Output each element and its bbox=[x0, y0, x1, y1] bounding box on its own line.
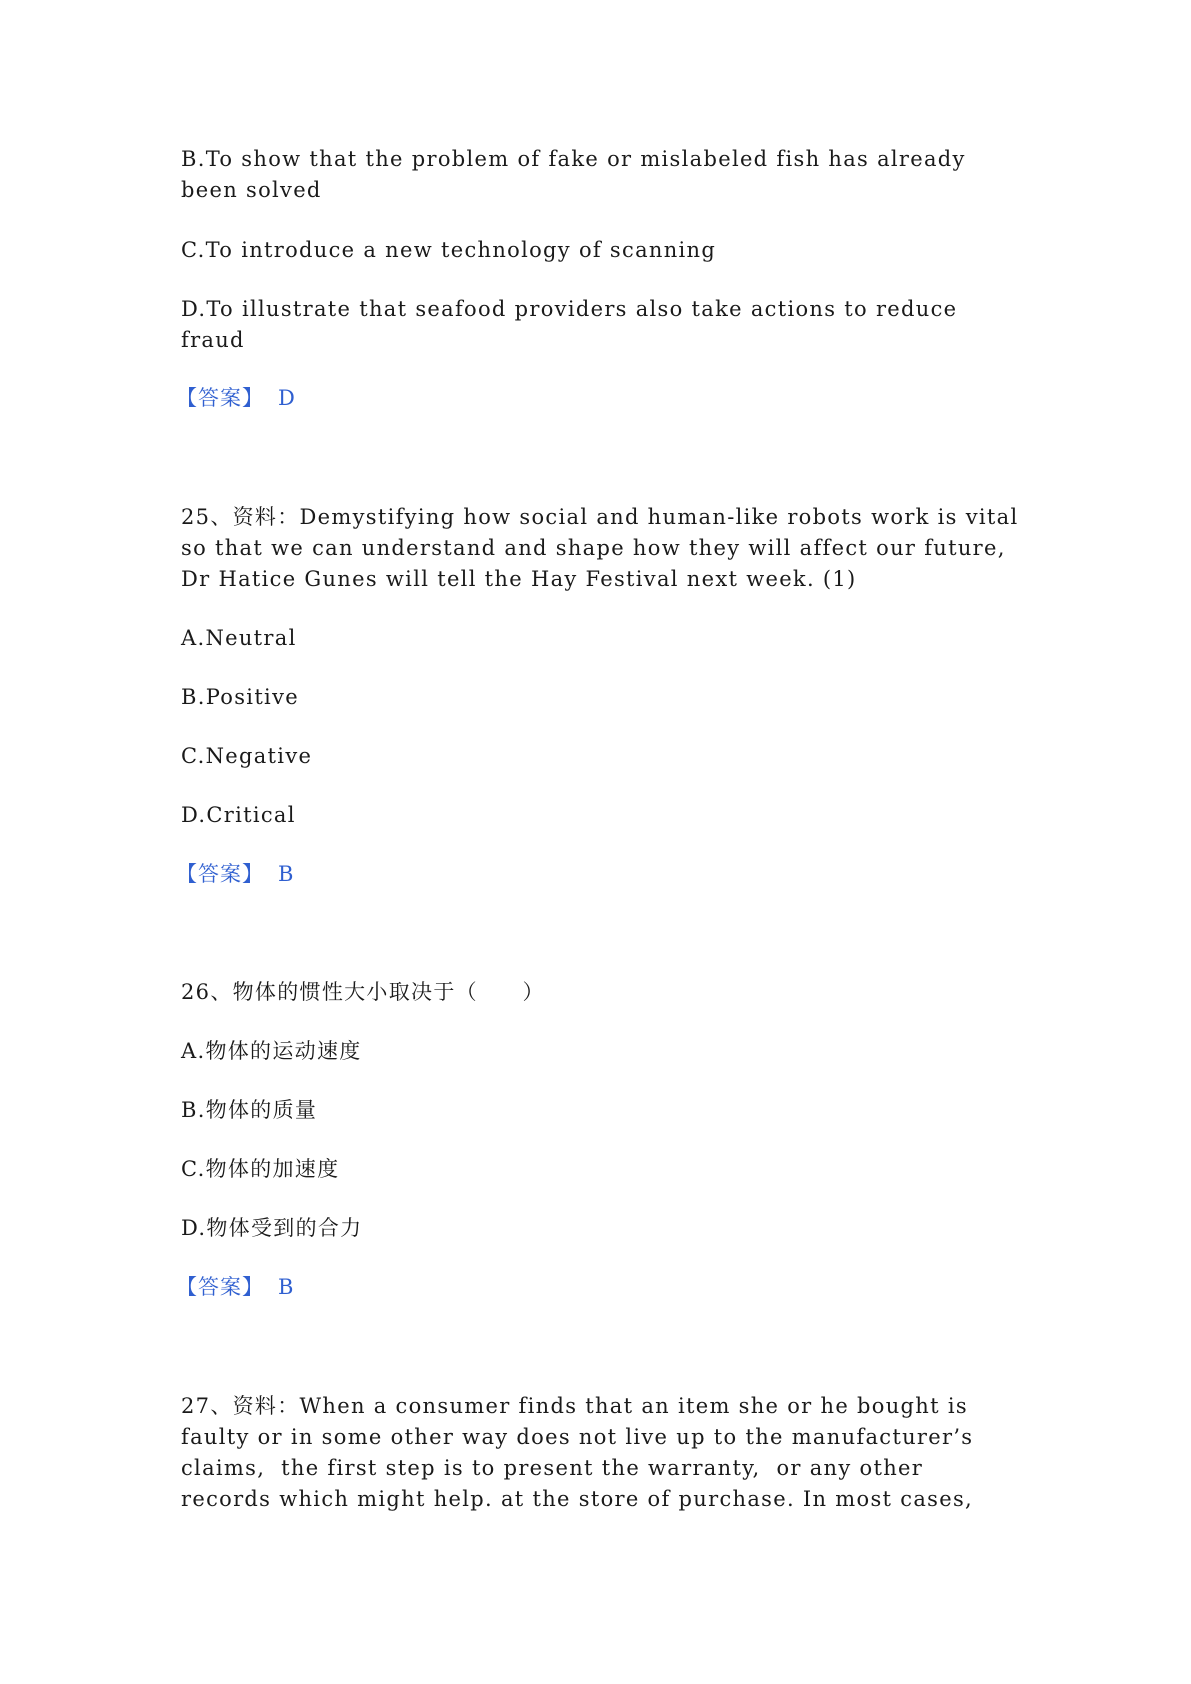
q26-stem: 26、物体的惯性大小取决于（ ） bbox=[181, 980, 545, 1004]
q26-answer bbox=[176, 1272, 293, 1303]
q25-stem-line2: so that we can understand and shape how they will affect our future, bbox=[181, 536, 1006, 560]
q24-option-d-line1: D.To illustrate that seafood providers also take actions to reduce bbox=[181, 297, 958, 321]
answer-label: 【答案】 bbox=[176, 862, 264, 886]
q27-stem-line1: 27、资料：When a consumer finds that an item she or he bought is bbox=[181, 1394, 968, 1418]
q24-option-b-line1: B.To show that the problem of fake or mislabeled fish has already bbox=[181, 147, 966, 171]
answer-label: 【答案】 bbox=[176, 386, 264, 410]
answer-value: B bbox=[278, 1275, 294, 1299]
q25-option-c: C.Negative bbox=[181, 744, 313, 768]
q24-option-d-line2: fraud bbox=[181, 328, 245, 352]
answer-value: D bbox=[278, 386, 295, 410]
answer-label: 【答案】 bbox=[176, 1275, 264, 1299]
q26-option-b: B.物体的质量 bbox=[181, 1098, 318, 1122]
q24-option-b-line2: been solved bbox=[181, 178, 322, 202]
q27-stem-line4: records which might help. at the store of purchase. In most cases, bbox=[181, 1487, 973, 1511]
q25-answer bbox=[176, 859, 293, 890]
q26-option-c: C.物体的加速度 bbox=[181, 1157, 340, 1181]
answer-value: B bbox=[278, 862, 294, 886]
q25-option-d: D.Critical bbox=[181, 803, 296, 827]
q26-option-a: A.物体的运动速度 bbox=[181, 1039, 362, 1063]
q25-option-b: B.Positive bbox=[181, 685, 299, 709]
q26-option-d: D.物体受到的合力 bbox=[181, 1216, 363, 1240]
q25-option-a: A.Neutral bbox=[181, 626, 297, 650]
q27-stem-line2: faulty or in some other way does not live up to the manufacturer’s bbox=[181, 1425, 974, 1449]
q25-stem-line3: Dr Hatice Gunes will tell the Hay Festival next week. (1) bbox=[181, 567, 857, 591]
q27-stem-line3: claims, the first step is to present the warranty, or any other bbox=[181, 1456, 924, 1480]
q25-stem-line1: 25、资料：Demystifying how social and human-like robots work is vital bbox=[181, 505, 1019, 529]
q24-answer bbox=[176, 383, 295, 414]
q24-option-c: C.To introduce a new technology of scanning bbox=[181, 238, 717, 262]
